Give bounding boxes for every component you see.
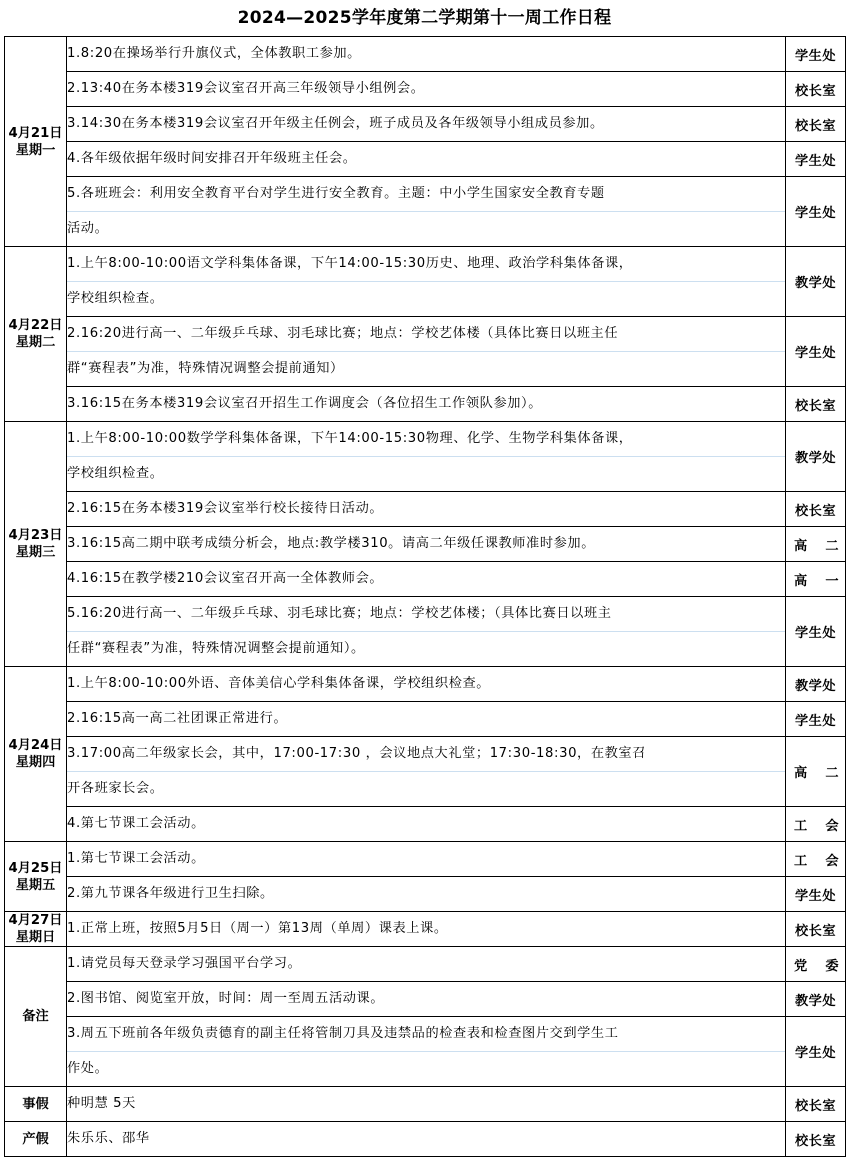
dept-label: 工 会	[794, 818, 839, 834]
dept-cell	[786, 247, 846, 317]
dept-label: 学生处	[794, 48, 837, 64]
item-text: 2.16:15在务本楼319会议室举行校长接待日活动。	[67, 501, 384, 516]
day-cell	[5, 667, 67, 842]
schedule-row	[5, 142, 846, 177]
day-cell	[5, 37, 67, 247]
schedule-row	[5, 422, 846, 492]
item-cell	[67, 982, 786, 1017]
dept-label: 学生处	[794, 206, 837, 221]
day-cell	[5, 842, 67, 912]
dept-label: 校长室	[794, 118, 837, 134]
dept-cell	[786, 842, 846, 877]
dept-cell	[786, 562, 846, 597]
item-text: 群“赛程表”为准，特殊情况调整会提前通知）	[67, 351, 785, 386]
item-cell	[67, 317, 786, 387]
item-cell	[67, 422, 786, 492]
schedule-row	[5, 842, 846, 877]
schedule-row	[5, 912, 846, 947]
item-text: 4.各年级依据年级时间安排召开年级班主任会。	[67, 151, 357, 166]
item-cell	[67, 107, 786, 142]
dept-cell	[786, 947, 846, 982]
item-text: 5.各班班会：利用安全教育平台对学生进行安全教育。主题：中小学生国家安全教育专题	[67, 186, 605, 201]
item-text: 任群“赛程表”为准，特殊情况调整会提前通知）。	[67, 631, 785, 666]
item-cell	[67, 807, 786, 842]
dept-cell	[786, 912, 846, 947]
day-date: 4月23日	[8, 528, 63, 543]
day-date: 备注	[22, 1009, 49, 1024]
dept-cell	[786, 807, 846, 842]
item-text: 4.第七节课工会活动。	[67, 816, 205, 831]
item-text: 2.16:20进行高一、二年级乒乓球、羽毛球比赛；地点：学校艺体楼（具体比赛日以班主任	[67, 326, 619, 341]
dept-cell	[786, 667, 846, 702]
schedule-row	[5, 72, 846, 107]
dept-label: 学生处	[794, 626, 837, 641]
day-date: 4月24日	[8, 738, 63, 753]
day-weekday: 星期五	[15, 877, 56, 893]
dept-cell	[786, 107, 846, 142]
dept-cell	[786, 737, 846, 807]
item-cell	[67, 492, 786, 527]
item-text: 作处。	[67, 1051, 785, 1086]
schedule-row	[5, 387, 846, 422]
item-text: 1.上午8:00-10:00数学学科集体备课，下午14:00-15:30物理、化学、生物学科集体备课，	[67, 431, 633, 446]
day-weekday: 星期二	[15, 335, 56, 350]
item-cell	[67, 387, 786, 422]
item-cell	[67, 737, 786, 807]
item-text: 1.8:20在操场举行升旗仪式，全体教职工参加。	[67, 46, 361, 61]
dept-cell	[786, 317, 846, 387]
item-text: 3.16:15在务本楼319会议室召开招生工作调度会（各位招生工作领队参加）。	[67, 396, 542, 411]
dept-label: 校长室	[794, 503, 837, 519]
dept-label: 校长室	[794, 83, 837, 99]
item-text: 5.16:20进行高一、二年级乒乓球、羽毛球比赛；地点：学校艺体楼；（具体比赛日以班主	[67, 606, 612, 621]
item-text: 朱乐乐、邵华	[67, 1131, 150, 1146]
item-cell	[67, 247, 786, 317]
dept-cell	[786, 142, 846, 177]
day-date: 产假	[22, 1131, 49, 1147]
item-cell	[67, 37, 786, 72]
item-text: 1.上午8:00-10:00语文学科集体备课，下午14:00-15:30历史、地理、政治学科集体备课，	[67, 256, 633, 271]
item-cell	[67, 1017, 786, 1087]
dept-cell	[786, 527, 846, 562]
schedule-row	[5, 702, 846, 737]
item-cell	[67, 667, 786, 702]
schedule-row	[5, 37, 846, 72]
item-text: 学校组织检查。	[67, 456, 785, 491]
item-text: 开各班家长会。	[67, 771, 785, 806]
dept-label: 教学处	[794, 993, 837, 1009]
item-text: 1.请党员每天登录学习强国平台学习。	[67, 956, 302, 971]
schedule-row	[5, 1017, 846, 1087]
schedule-row	[5, 877, 846, 912]
dept-label: 教学处	[794, 678, 837, 694]
dept-cell	[786, 387, 846, 422]
item-cell	[67, 527, 786, 562]
item-cell	[67, 877, 786, 912]
dept-label: 学生处	[794, 346, 837, 361]
dept-label: 高 二	[794, 538, 839, 554]
dept-label: 校长室	[794, 923, 837, 939]
item-text: 3.14:30在务本楼319会议室召开年级主任例会，班子成员及各年级领导小组成员参加。	[67, 116, 604, 131]
day-date: 事假	[22, 1096, 49, 1112]
dept-cell	[786, 1017, 846, 1087]
schedule-row	[5, 982, 846, 1017]
item-text: 3.17:00高二年级家长会，其中，17:00-17:30 ，会议地点大礼堂；17:30-18:30，在教室召	[67, 746, 646, 761]
schedule-row	[5, 317, 846, 387]
dept-label: 党 委	[794, 958, 839, 974]
day-date: 4月25日	[8, 860, 63, 876]
dept-label: 校长室	[794, 1098, 837, 1114]
schedule-row	[5, 562, 846, 597]
dept-label: 学生处	[794, 888, 837, 904]
dept-cell	[786, 72, 846, 107]
dept-label: 校长室	[794, 1133, 837, 1149]
item-text: 学校组织检查。	[67, 281, 785, 316]
dept-cell	[786, 702, 846, 737]
day-weekday: 星期三	[15, 545, 56, 560]
dept-label: 工 会	[794, 853, 839, 869]
schedule-row	[5, 737, 846, 807]
day-weekday: 星期四	[15, 755, 56, 770]
day-cell	[5, 912, 67, 947]
schedule-row	[5, 107, 846, 142]
item-cell	[67, 142, 786, 177]
dept-cell	[786, 877, 846, 912]
item-text: 3.周五下班前各年级负责德育的副主任将管制刀具及违禁品的检查表和检查图片交到学生工	[67, 1026, 619, 1041]
schedule-row	[5, 1087, 846, 1122]
dept-cell	[786, 422, 846, 492]
day-weekday: 星期日	[15, 930, 56, 945]
item-text: 3.16:15高二期中联考成绩分析会，地点:教学楼310。请高二年级任课教师准时参加。	[67, 536, 595, 551]
dept-label: 学生处	[794, 1046, 837, 1061]
item-cell	[67, 1087, 786, 1122]
item-cell	[67, 72, 786, 107]
item-cell	[67, 177, 786, 247]
schedule-row	[5, 947, 846, 982]
item-cell	[67, 842, 786, 877]
day-cell	[5, 947, 67, 1087]
schedule-row	[5, 247, 846, 317]
item-text: 2.13:40在务本楼319会议室召开高三年级领导小组例会。	[67, 81, 425, 96]
item-text: 1.第七节课工会活动。	[67, 851, 205, 866]
item-text: 2.16:15高一高二社团课正常进行。	[67, 711, 288, 726]
day-weekday: 星期一	[15, 142, 56, 158]
schedule-row	[5, 597, 846, 667]
day-date: 4月27日	[8, 913, 63, 928]
dept-label: 校长室	[794, 398, 837, 414]
day-cell	[5, 1087, 67, 1122]
item-cell	[67, 912, 786, 947]
schedule-row	[5, 667, 846, 702]
item-cell	[67, 562, 786, 597]
day-cell	[5, 422, 67, 667]
item-text: 1.正常上班，按照5月5日（周一）第13周（单周）课表上课。	[67, 921, 448, 936]
dept-label: 教学处	[794, 451, 837, 466]
item-text: 活动。	[67, 211, 785, 246]
schedule-row	[5, 527, 846, 562]
schedule-row	[5, 177, 846, 247]
item-text: 2.图书馆、阅览室开放，时间：周一至周五活动课。	[67, 991, 385, 1006]
dept-cell	[786, 1087, 846, 1122]
schedule-body	[5, 37, 846, 1157]
schedule-row	[5, 492, 846, 527]
page-title: 2024—2025学年度第二学期第十一周工作日程	[237, 8, 612, 28]
dept-label: 学生处	[794, 153, 837, 169]
day-date: 4月22日	[8, 318, 63, 333]
item-cell	[67, 597, 786, 667]
dept-cell	[786, 982, 846, 1017]
schedule-table	[4, 36, 846, 1157]
item-text: 2.第九节课各年级进行卫生扫除。	[67, 886, 274, 901]
schedule-row	[5, 807, 846, 842]
dept-cell	[786, 492, 846, 527]
item-text: 4.16:15在教学楼210会议室召开高一全体教师会。	[67, 571, 384, 586]
item-text: 种明慧 5天	[67, 1096, 136, 1111]
day-cell	[5, 247, 67, 422]
item-text: 1.上午8:00-10:00外语、音体美信心学科集体备课，学校组织检查。	[67, 676, 491, 691]
item-cell	[67, 947, 786, 982]
dept-label: 教学处	[794, 276, 837, 291]
dept-cell	[786, 37, 846, 72]
dept-label: 学生处	[794, 713, 837, 729]
dept-label: 高 二	[794, 766, 839, 781]
item-cell	[67, 702, 786, 737]
dept-cell	[786, 597, 846, 667]
dept-cell	[786, 177, 846, 247]
dept-label: 高 一	[794, 573, 839, 589]
day-date: 4月21日	[8, 125, 63, 141]
